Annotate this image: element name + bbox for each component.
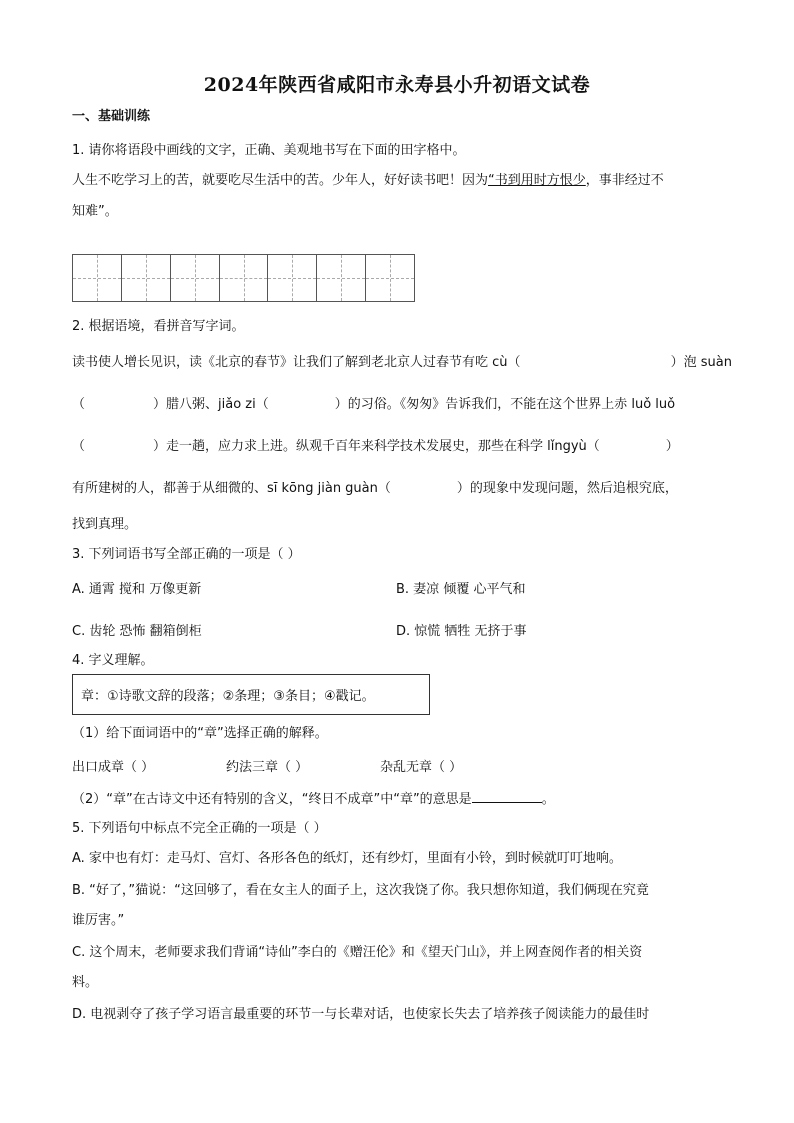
definition-box: 章：①诗歌文辞的段落；②条理；③条目；④戳记。 — [72, 674, 430, 715]
q4-word2[interactable]: 约法三章（ ） — [226, 760, 309, 775]
q2-line1 — [72, 354, 732, 372]
q2-line5: 找到真理。 — [72, 517, 138, 532]
q2-stem: 2. 根据语境，看拼音写字词。 — [72, 319, 245, 334]
tianzige-grid[interactable] — [72, 254, 415, 302]
q2-text: ）的习俗。《匆匆》告诉我们，不能在这个世界上赤 luǒ luǒ — [334, 397, 676, 412]
page-title: 2024年陕西省咸阳市永寿县小升初语文试卷 — [203, 74, 591, 96]
grid-cell[interactable] — [171, 255, 220, 301]
q3-option-c[interactable]: C. 齿轮 恐怖 翻箱倒柜 — [72, 624, 202, 639]
q1-passage-line2: 知难”。 — [72, 204, 118, 219]
q4-word3[interactable]: 杂乱无章（ ） — [380, 760, 463, 775]
q2-line2 — [72, 396, 732, 414]
q1-passage-text-a: 人生不吃学习上的苦，就要吃尽生活中的苦。少年人，好好读书吧！因为 — [72, 173, 489, 188]
q2-text: （ — [72, 439, 86, 454]
q5-option-a[interactable]: A. 家中也有灯：走马灯、宫灯、各形各色的纸灯，还有纱灯，里面有小铃，到时候就叮叮地响。 — [72, 851, 622, 866]
q5-option-c[interactable]: C. 这个周末，老师要求我们背诵“诗仙”李白的《赠汪伦》和《望天门山》，并上网查阅作者的相关资 — [72, 945, 643, 960]
answer-blank[interactable] — [472, 788, 542, 803]
grid-cell[interactable] — [317, 255, 366, 301]
q3-stem: 3. 下列词语书写全部正确的一项是（ ） — [72, 547, 301, 562]
q2-text: 读书使人增长见识，读《北京的春节》让我们了解到老北京人过春节有吃 cù（ — [72, 355, 521, 370]
q3-option-a[interactable]: A. 通霄 搅和 万像更新 — [72, 582, 202, 597]
section-heading: 一、基础训练 — [72, 109, 151, 124]
q4-stem: 4. 字义理解。 — [72, 653, 154, 668]
q2-text: （ — [72, 397, 86, 412]
q1-underlined-text: “书到用时方恨少 — [488, 173, 586, 188]
grid-cell[interactable] — [220, 255, 269, 301]
q4-sub1: （1）给下面词语中的“章”选择正确的解释。 — [72, 726, 328, 741]
q5-option-c-cont: 料。 — [72, 975, 99, 990]
q3-option-d[interactable]: D. 惊慌 牺牲 无挤于事 — [396, 624, 527, 639]
grid-cell[interactable] — [268, 255, 317, 301]
q1-passage-line1 — [72, 172, 732, 190]
q1-stem: 1. 请你将语段中画线的文字，正确、美观地书写在下面的田字格中。 — [72, 143, 466, 158]
q2-line3 — [72, 438, 732, 456]
q4-sub2-end: 。 — [541, 792, 555, 807]
q5-option-b[interactable]: B. “好了，”猫说：“这回够了，看在女主人的面子上，这次我饶了你。我只想你知道，我们俩现在究竟 — [72, 883, 649, 898]
q5-stem: 5. 下列语句中标点不完全正确的一项是（ ） — [72, 821, 327, 836]
q1-passage-text-b: ，事非经过不 — [585, 173, 664, 188]
q2-text: 有所建树的人，都善于从细微的、sī kōng jiàn guàn（ — [72, 481, 391, 496]
q2-text: ）腊八粥、jiǎo zi（ — [153, 397, 269, 412]
q5-option-b-cont: 谁厉害。” — [72, 913, 125, 928]
q3-option-b[interactable]: B. 妻凉 倾覆 心平气和 — [396, 582, 526, 597]
q2-line4 — [72, 480, 732, 498]
q4-word1[interactable]: 出口成章（ ） — [72, 760, 155, 775]
q2-text: ） — [665, 439, 679, 454]
q4-sub2 — [72, 788, 732, 809]
q2-text: ）的现象中发现问题，然后追根究底， — [456, 481, 678, 496]
grid-cell[interactable] — [366, 255, 414, 301]
q2-text: ）泡 suàn — [670, 355, 732, 370]
q5-option-d[interactable]: D. 电视剥夺了孩子学习语言最重要的环节一与长辈对话，也使家长失去了培养孩子阅读能力的最佳时 — [72, 1007, 650, 1022]
q4-sub2-text: （2）“章”在古诗文中还有特别的含义，“终日不成章”中“章”的意思是 — [72, 792, 472, 807]
grid-cell[interactable] — [122, 255, 171, 301]
q2-text: ）走一趟，应力求上进。纵观千百年来科学技术发展史，那些在科学 lǐngyù（ — [153, 439, 600, 454]
grid-cell[interactable] — [73, 255, 122, 301]
